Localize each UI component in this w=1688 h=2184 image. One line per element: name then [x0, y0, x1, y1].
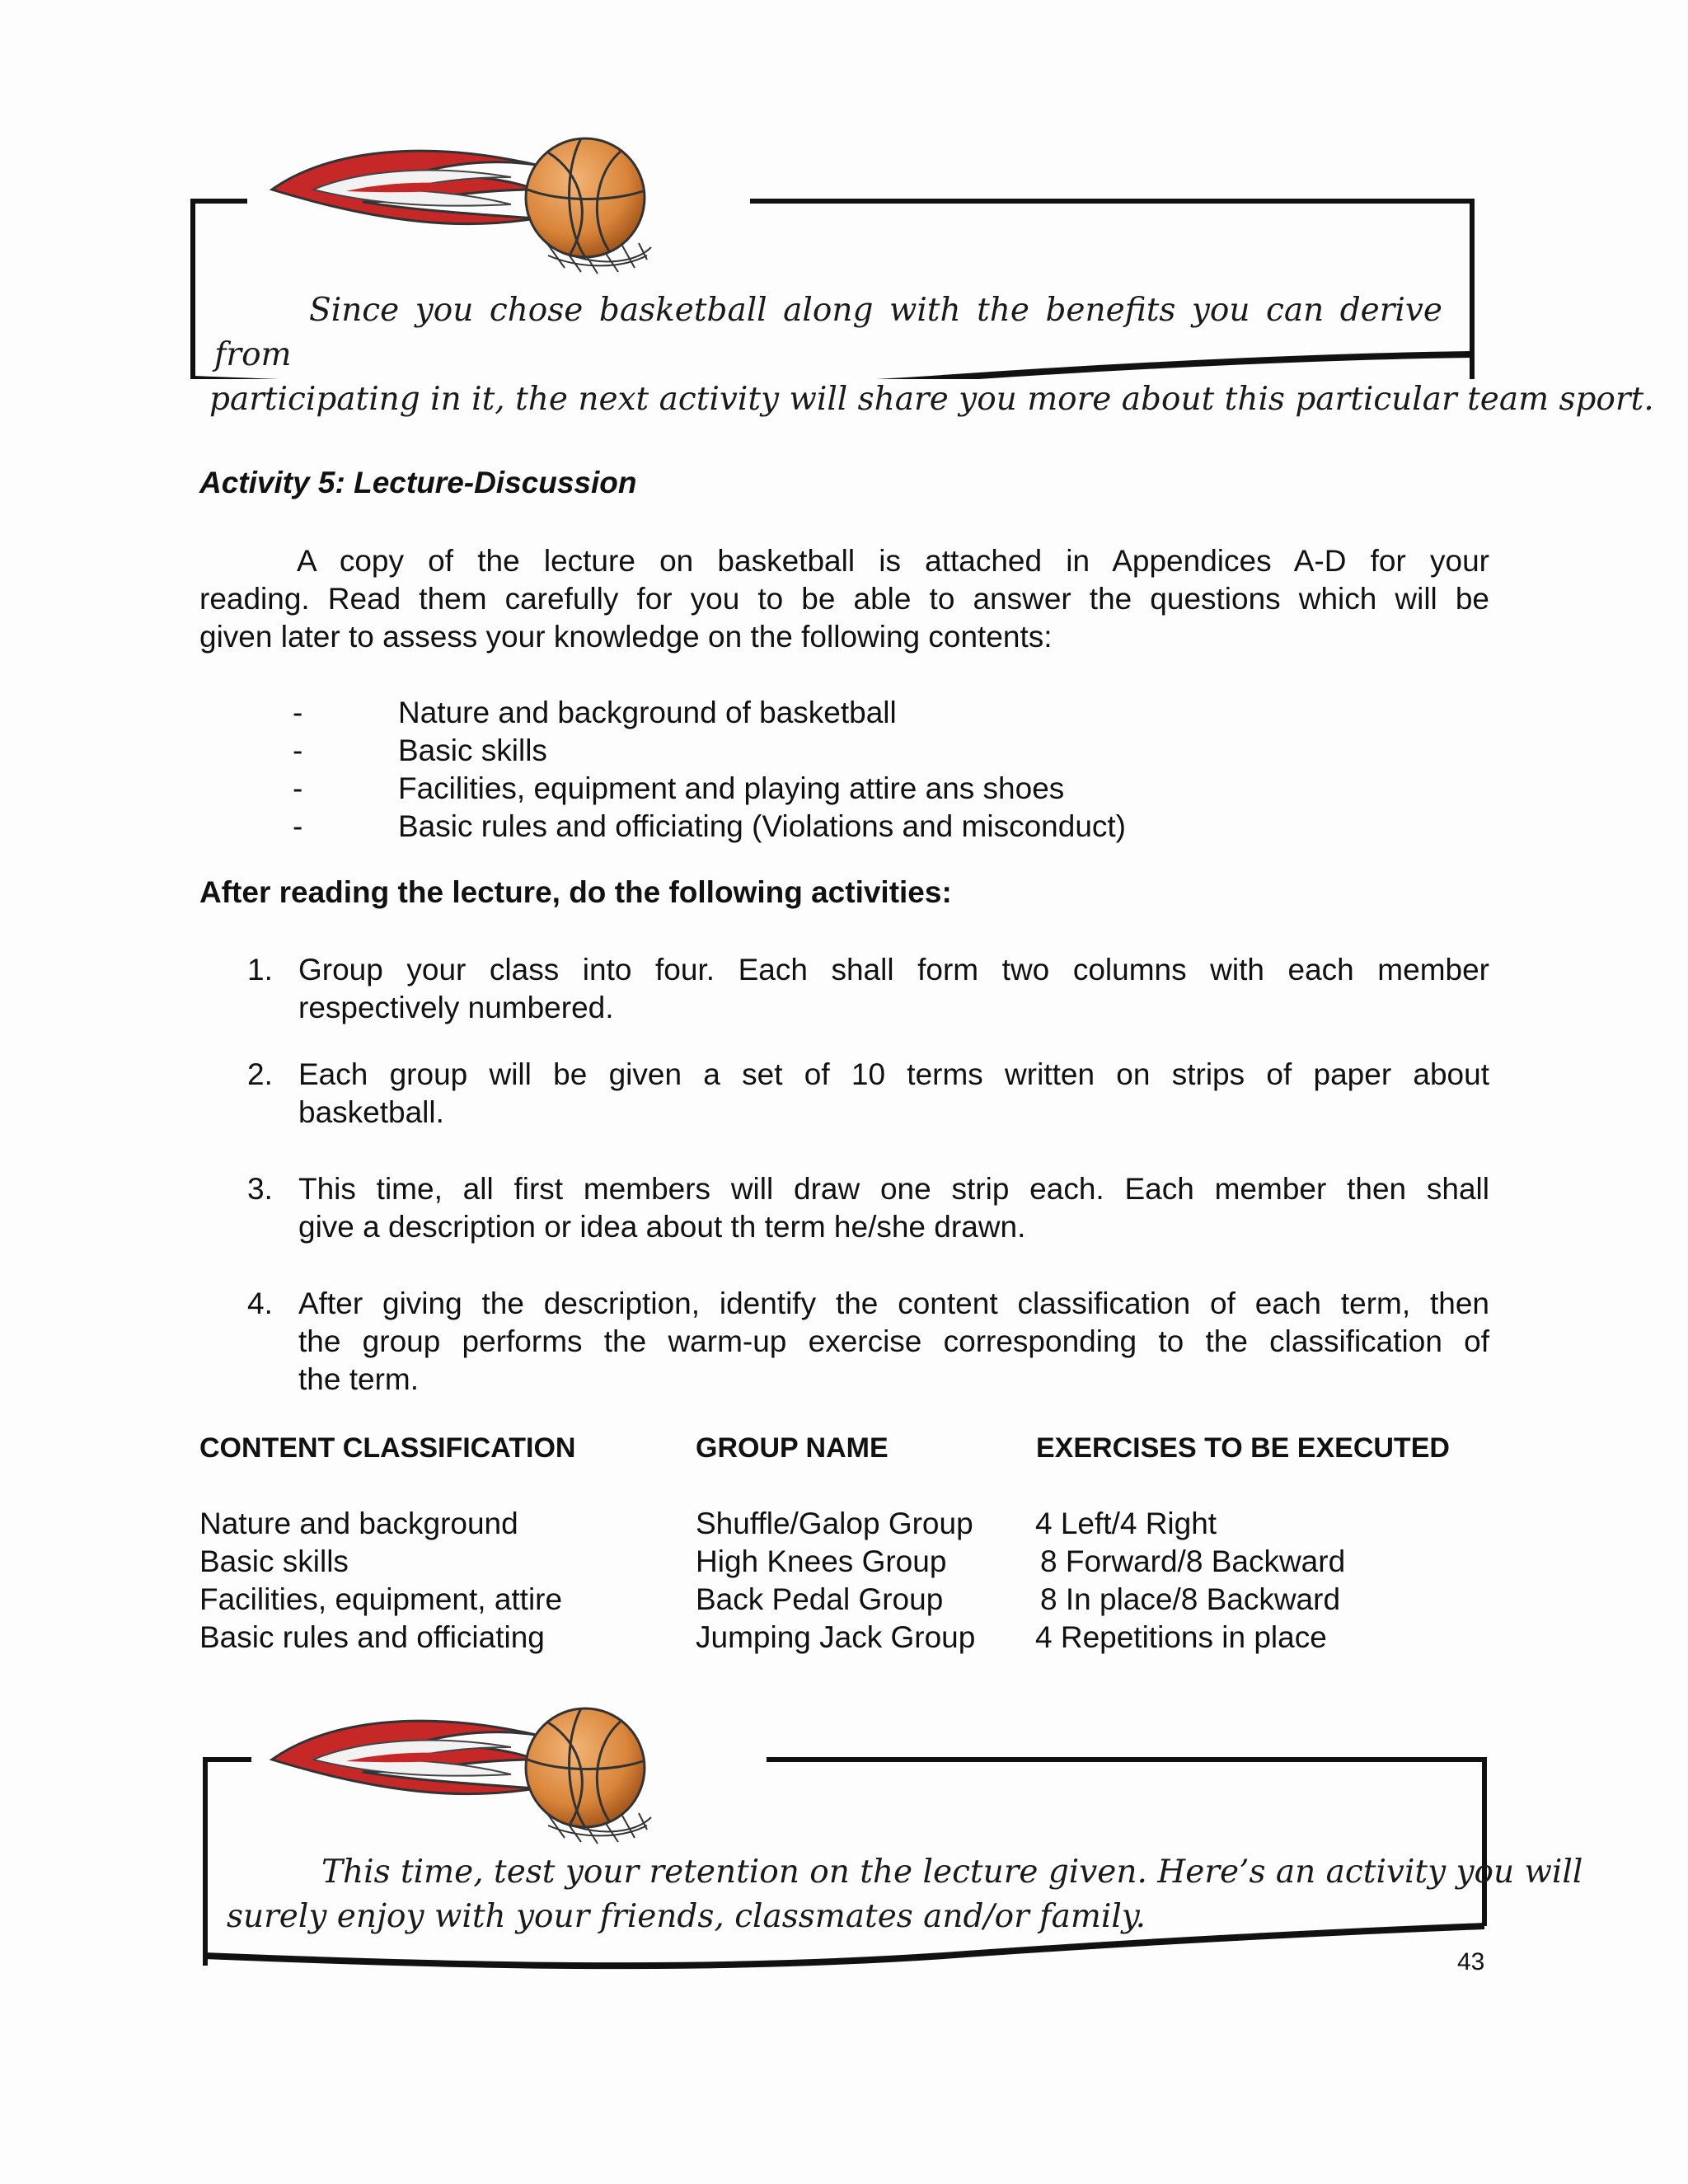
step-text: After giving the description, identify the content classification of each term, then — [298, 1286, 1489, 1320]
step-text: Each group will be given a set of 10 terms written on strips of paper about — [298, 1057, 1489, 1091]
intro-line-1: A copy of the lecture on basketball is attached in Appendices A-D for your — [297, 544, 1489, 578]
intro-line-2: reading. Read them carefully for you to be able to answer the questions which will be — [199, 582, 1489, 616]
step-number: 3. — [247, 1172, 273, 1206]
callout-text-line2: participating in it, the next activity will share you more about this particular team sport. — [209, 381, 1654, 418]
table-cell: 8 In place/8 Backward — [1040, 1582, 1341, 1616]
table-cell: Nature and background — [199, 1507, 518, 1540]
column-header: GROUP NAME — [696, 1432, 889, 1464]
table-cell: Basic rules and officiating — [199, 1620, 545, 1654]
table-cell: Jumping Jack Group — [696, 1620, 976, 1654]
step-number: 2. — [247, 1057, 273, 1091]
next-activity-callout — [202, 1694, 1583, 1941]
bullet-marker: - — [293, 809, 303, 843]
table-cell: Back Pedal Group — [696, 1582, 944, 1616]
basketball-flame-icon — [264, 132, 659, 280]
callout-text-line1: This time, test your retention on the lecture given. Here’s an activity you will — [321, 1854, 1583, 1891]
column-header: EXERCISES TO BE EXECUTED — [1036, 1432, 1450, 1464]
table-cell: 8 Forward/8 Backward — [1040, 1544, 1346, 1578]
bullet-marker: - — [293, 771, 303, 805]
step-number: 4. — [247, 1286, 273, 1320]
step-text: give a description or idea about th term he/she drawn. — [298, 1210, 1026, 1244]
activity-title: Activity 5: Lecture-Discussion — [199, 466, 637, 499]
step-number: 1. — [247, 953, 273, 987]
page-number: 43 — [1457, 1948, 1485, 1975]
table-cell: 4 Left/4 Right — [1035, 1507, 1217, 1540]
table-cell: 4 Repetitions in place — [1035, 1620, 1327, 1654]
callout-text-line2: surely enjoy with your friends, classmates and/or family. — [227, 1898, 1146, 1935]
bullet-marker: - — [293, 696, 303, 729]
column-header: CONTENT CLASSIFICATION — [199, 1432, 576, 1464]
table-cell: Facilities, equipment, attire — [199, 1582, 563, 1616]
intro-callout — [190, 132, 1654, 418]
list-item-text: Basic skills — [398, 733, 547, 767]
bullet-marker: - — [293, 733, 303, 767]
list-item-text: Facilities, equipment and playing attire ans shoes — [398, 771, 1065, 805]
step-text: respectively numbered. — [298, 991, 614, 1024]
table-cell: Basic skills — [199, 1544, 349, 1578]
step-text: Group your class into four. Each shall form two columns with each member — [298, 953, 1489, 987]
step-text: basketball. — [298, 1095, 444, 1129]
intro-line-3: given later to assess your knowledge on the following contents: — [199, 620, 1053, 654]
basketball-flame-icon — [264, 1702, 659, 1850]
intro-paragraph — [199, 542, 1489, 656]
table-cell: High Knees Group — [696, 1544, 947, 1578]
table-cell: Shuffle/Galop Group — [696, 1507, 973, 1540]
list-item-text: Nature and background of basketball — [398, 696, 897, 729]
callout-text-line1: Since you chose basketball along with the benefits you can derive from — [214, 292, 1442, 373]
step-text: the group performs the warm-up exercise corresponding to the classification of — [298, 1324, 1489, 1358]
step-text: the term. — [298, 1362, 419, 1396]
list-item-text: Basic rules and officiating (Violations and misconduct) — [398, 809, 1126, 843]
activities-heading: After reading the lecture, do the following activities: — [199, 875, 952, 909]
step-text: This time, all first members will draw one strip each. Each member then shall — [298, 1172, 1489, 1206]
